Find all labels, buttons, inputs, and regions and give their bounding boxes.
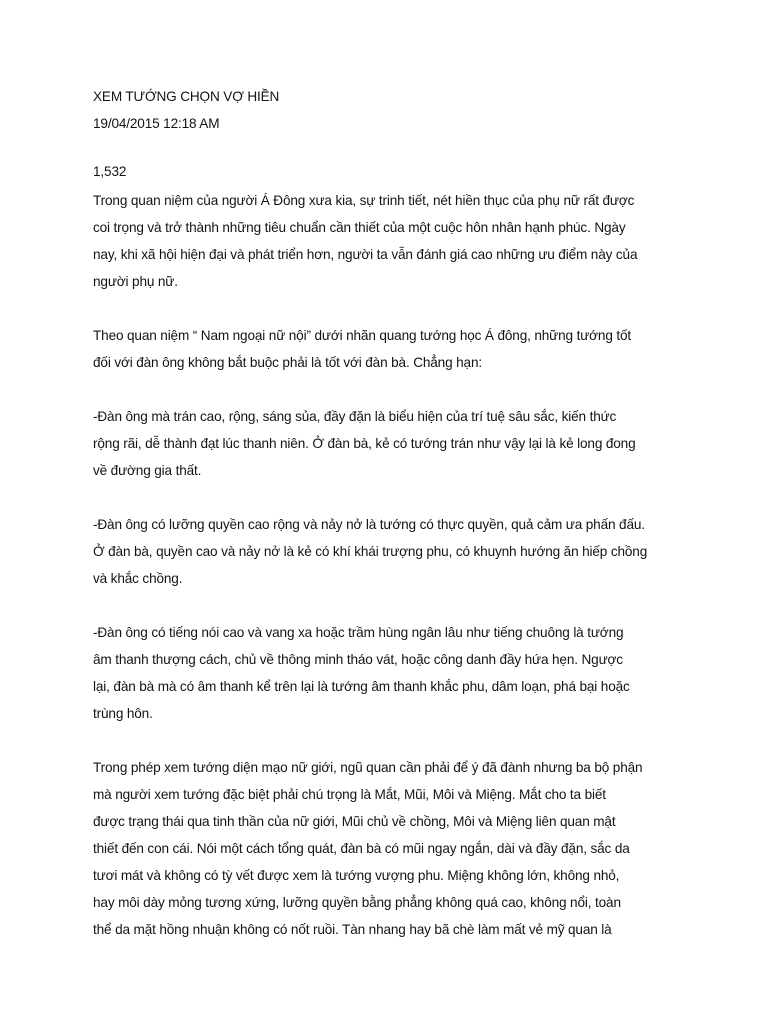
text-line: thể da mặt hồng nhuận không có nốt ruồi. Tàn nhang hay bã chè làm mất vẻ mỹ quan là <box>93 922 612 937</box>
text-line: Ở đàn bà, quyền cao và nảy nở là kẻ có khí khái trượng phu, có khuynh hướng ăn hiếp chồng <box>93 544 648 559</box>
text-line: coi trọng và trở thành những tiêu chuẩn cần thiết của một cuộc hôn nhân hạnh phúc. Ngày <box>93 220 626 235</box>
paragraph-2 <box>93 322 683 376</box>
paragraph-5 <box>93 619 683 727</box>
text-line: trùng hôn. <box>93 706 153 721</box>
text-line: hay môi dày mỏng tương xứng, lưỡng quyền bằng phẳng không quá cao, không nổi, toàn <box>93 895 621 910</box>
text-line: nay, khi xã hội hiện đại và phát triển hơn, người ta vẫn đánh giá cao những ưu điểm này của <box>93 247 638 262</box>
article-date: 19/04/2015 12:18 AM <box>93 116 220 131</box>
paragraph-4 <box>93 511 683 592</box>
text-line: về đường gia thất. <box>93 463 202 478</box>
text-line: Trong phép xem tướng diện mạo nữ giới, ngũ quan cần phải để ý đã đành nhưng ba bộ phận <box>93 760 643 775</box>
text-line: tươi mát và không có tỳ vết được xem là tướng vượng phu. Miệng không lớn, không nhỏ, <box>93 868 620 883</box>
text-line: âm thanh thượng cách, chủ về thông minh tháo vát, hoặc công danh đầy hứa hẹn. Ngược <box>93 652 623 667</box>
paragraph-6 <box>93 754 683 943</box>
article-body <box>93 86 683 970</box>
text-line: -Đàn ông có tiếng nói cao và vang xa hoặc trầm hùng ngân lâu như tiếng chuông là tướng <box>93 625 624 640</box>
text-line: -Đàn ông có lưỡng quyền cao rộng và nảy nở là tướng có thực quyền, quả cảm ưa phấn đấu. <box>93 517 645 532</box>
article-title: XEM TƯỚNG CHỌN VỢ HIỀN <box>93 89 280 104</box>
text-line: Trong quan niệm của người Á Đông xưa kia, sự trinh tiết, nét hiền thục của phụ nữ rất được <box>93 193 635 208</box>
text-line: đối với đàn ông không bắt buộc phải là tốt với đàn bà. Chẳng hạn: <box>93 355 482 370</box>
view-count: 1,532 <box>93 164 127 179</box>
text-line: lại, đàn bà mà có âm thanh kể trên lại là tướng âm thanh khắc phu, dâm loạn, phá bại hoặc <box>93 679 630 694</box>
paragraph-1 <box>93 187 683 295</box>
paragraph-3 <box>93 403 683 484</box>
text-line: được trạng thái qua tinh thần của nữ giới, Mũi chủ về chồng, Môi và Miệng liên quan mật <box>93 814 616 829</box>
text-line: rộng rãi, dễ thành đạt lúc thanh niên. Ở đàn bà, kẻ có tướng trán như vậy lại là kẻ long đong <box>93 436 636 451</box>
text-line: mà người xem tướng đặc biệt phải chú trọng là Mắt, Mũi, Môi và Miệng. Mắt cho ta biết <box>93 787 606 802</box>
text-line: Theo quan niệm “ Nam ngoại nữ nội” dưới nhãn quang tướng học Á đông, những tướng tốt <box>93 328 632 343</box>
text-line: thiết đến con cái. Nói một cách tổng quát, đàn bà có mũi ngay ngắn, dài và đầy đặn, sắc da <box>93 841 630 856</box>
text-line: người phụ nữ. <box>93 274 178 289</box>
text-line: -Đàn ông mà trán cao, rộng, sáng sủa, đầy đặn là biểu hiện của trí tuệ sâu sắc, kiến thức <box>93 409 617 424</box>
text-line: và khắc chồng. <box>93 571 183 586</box>
